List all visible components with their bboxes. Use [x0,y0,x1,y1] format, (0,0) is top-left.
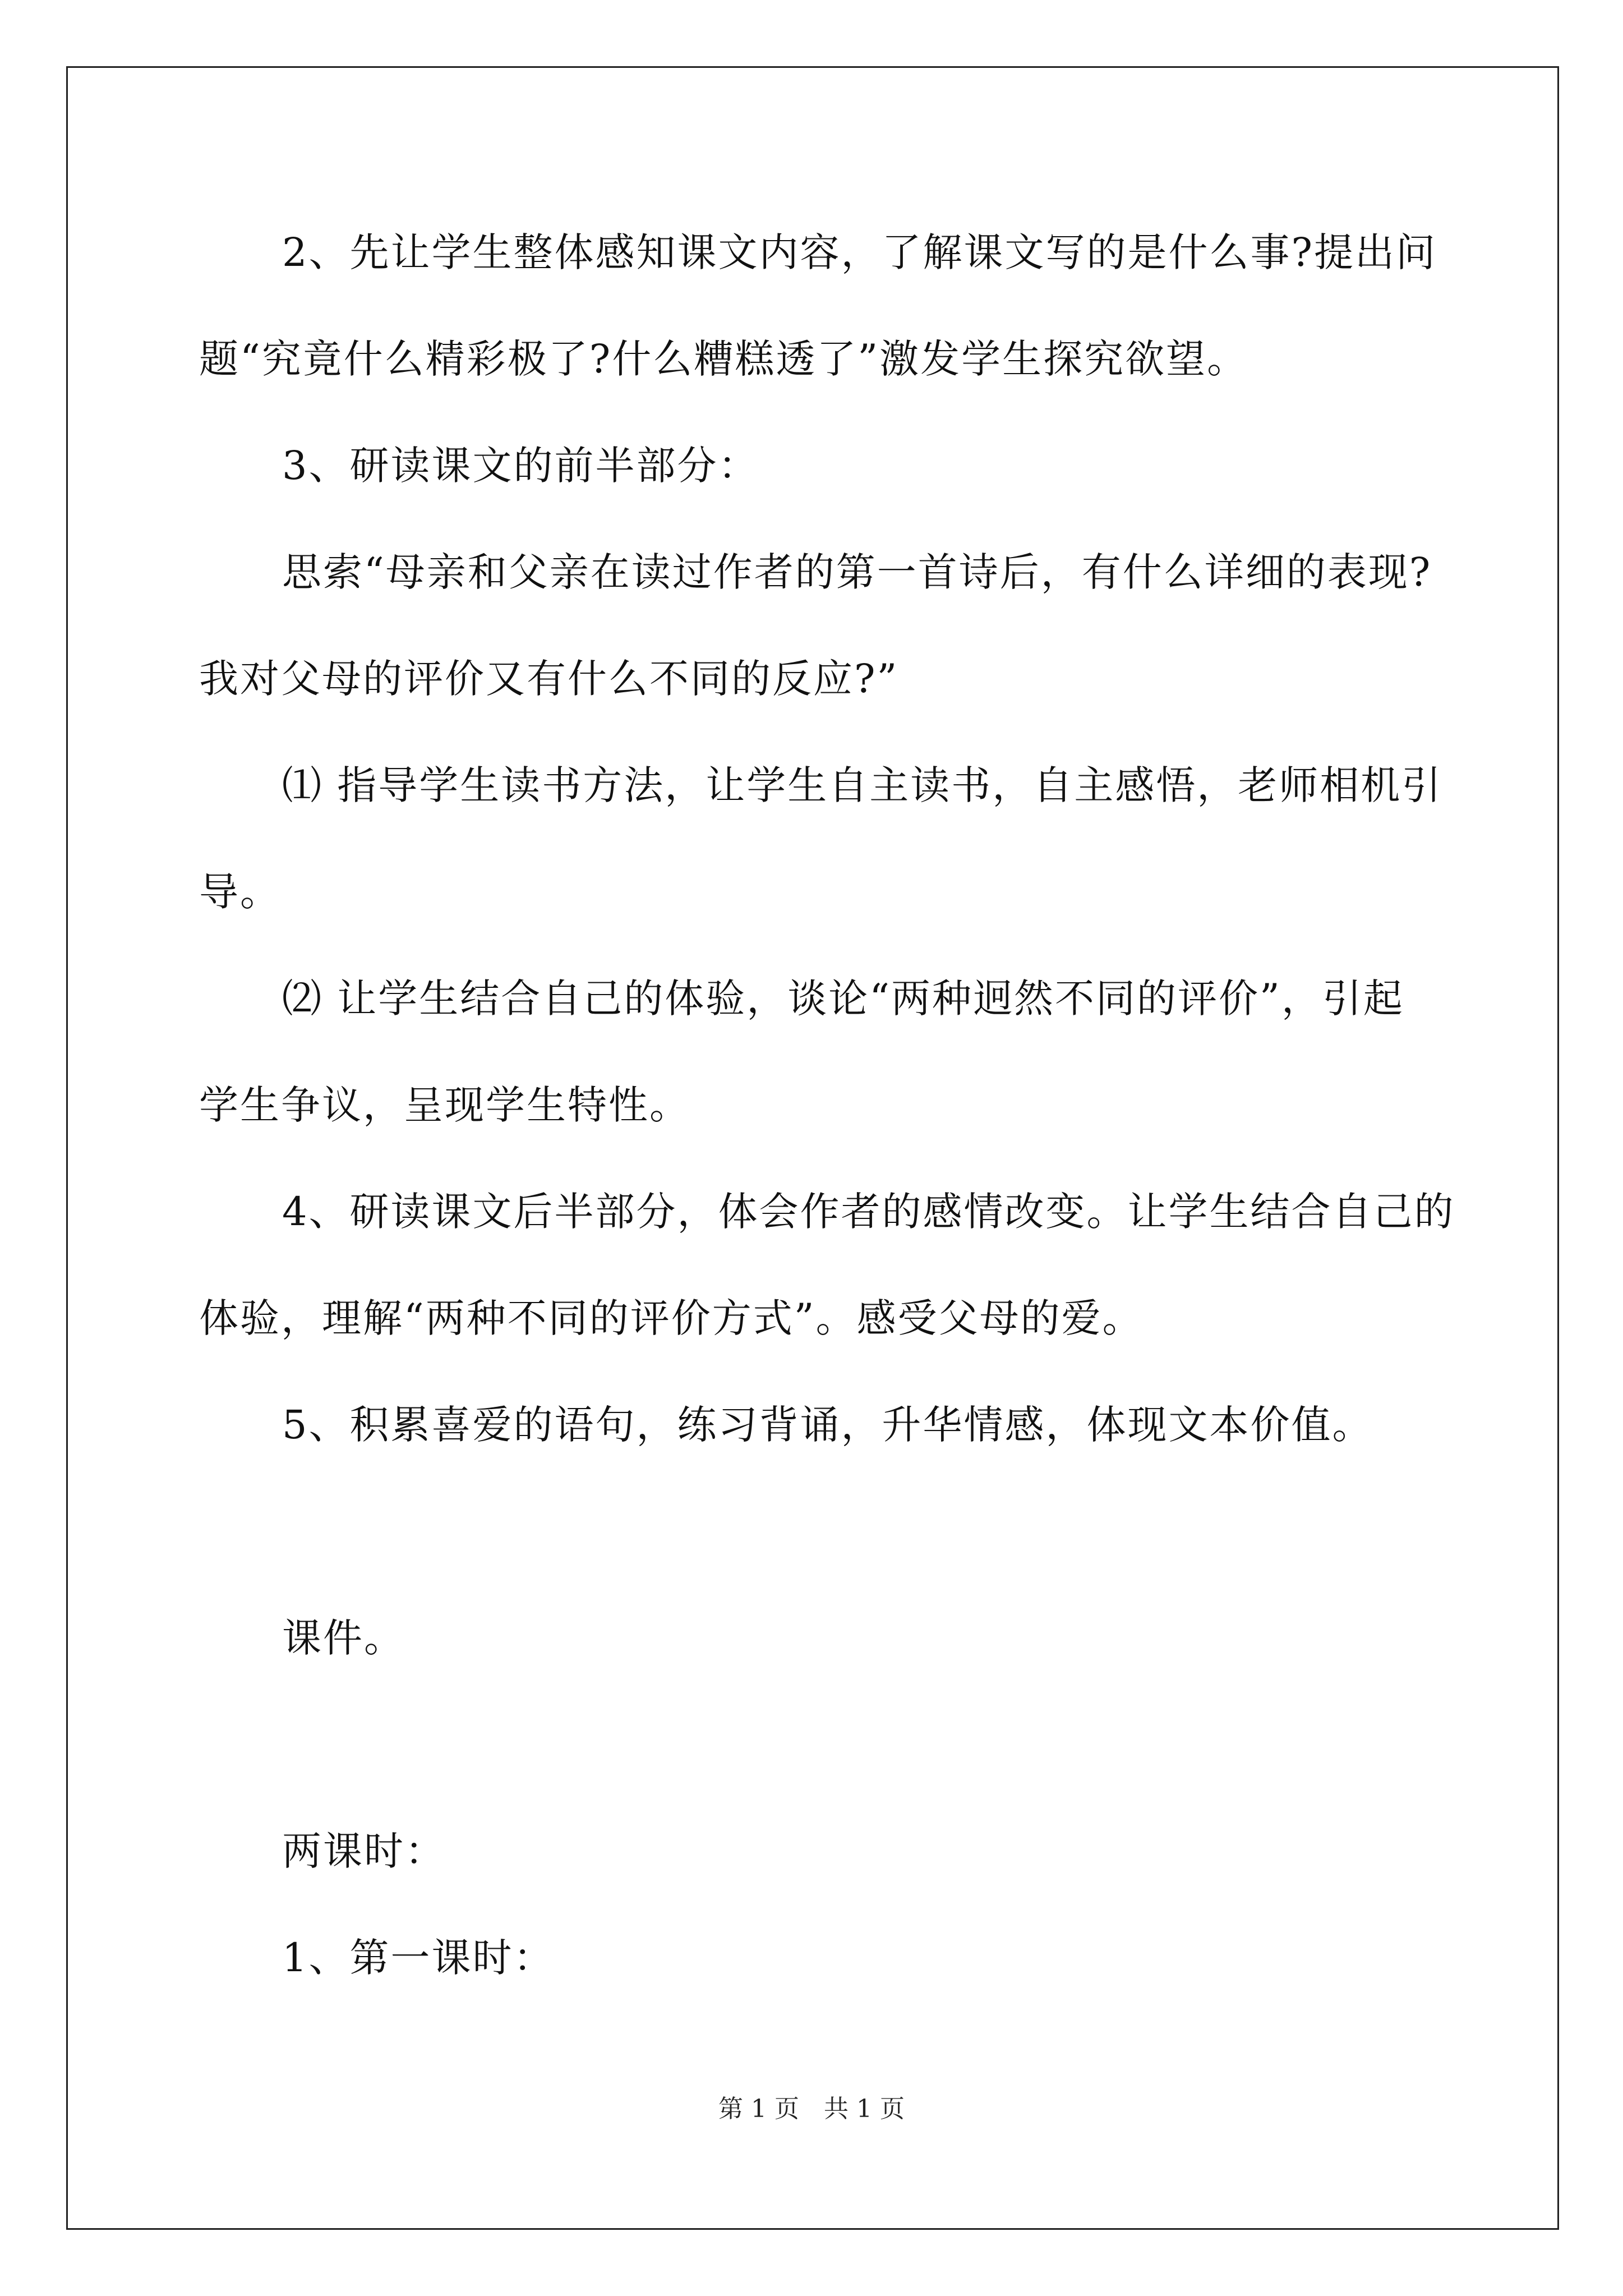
page-footer: 第 1 页 共 1 页 [718,2095,905,2123]
page-border [66,66,1559,2230]
paragraph-line: 学生争议，呈现学生特性。 [199,1082,690,1128]
paragraph-line: 4、研读课文后半部分，体会作者的感情改变。让学生结合自己的 [282,1189,1455,1235]
paragraph-line: 导。 [199,869,281,915]
paragraph-line: 5、积累喜爱的语句，练习背诵，升华情感，体现文本价值。 [282,1402,1373,1448]
paragraph-line: 3、研读课文的前半部分： [282,443,759,489]
paragraph-line: 题“究竟什么精彩极了?什么糟糕透了”激发学生探究欲望。 [199,336,1248,382]
paragraph-line: 体验，理解“两种不同的评价方式”。感受父母的爱。 [199,1295,1144,1341]
paragraph-line: 课件。 [282,1615,405,1661]
paragraph-line: 两课时： [282,1828,446,1874]
paragraph-line: 我对父母的评价又有什么不同的反应?” [199,656,899,702]
paragraph-line: 思索“母亲和父亲在读过作者的第一首诗后，有什么详细的表现? [282,549,1432,595]
paragraph-line: ⑵ 让学生结合自己的体验，谈论“两种迥然不同的评价”，引起 [282,976,1404,1022]
paragraph-line: 1、第一课时： [282,1935,555,1981]
paragraph-line: ⑴ 指导学生读书方法，让学生自主读书，自主感悟，老师相机引 [282,762,1443,808]
paragraph-line: 2、先让学生整体感知课文内容，了解课文写的是什么事?提出问 [282,229,1437,275]
